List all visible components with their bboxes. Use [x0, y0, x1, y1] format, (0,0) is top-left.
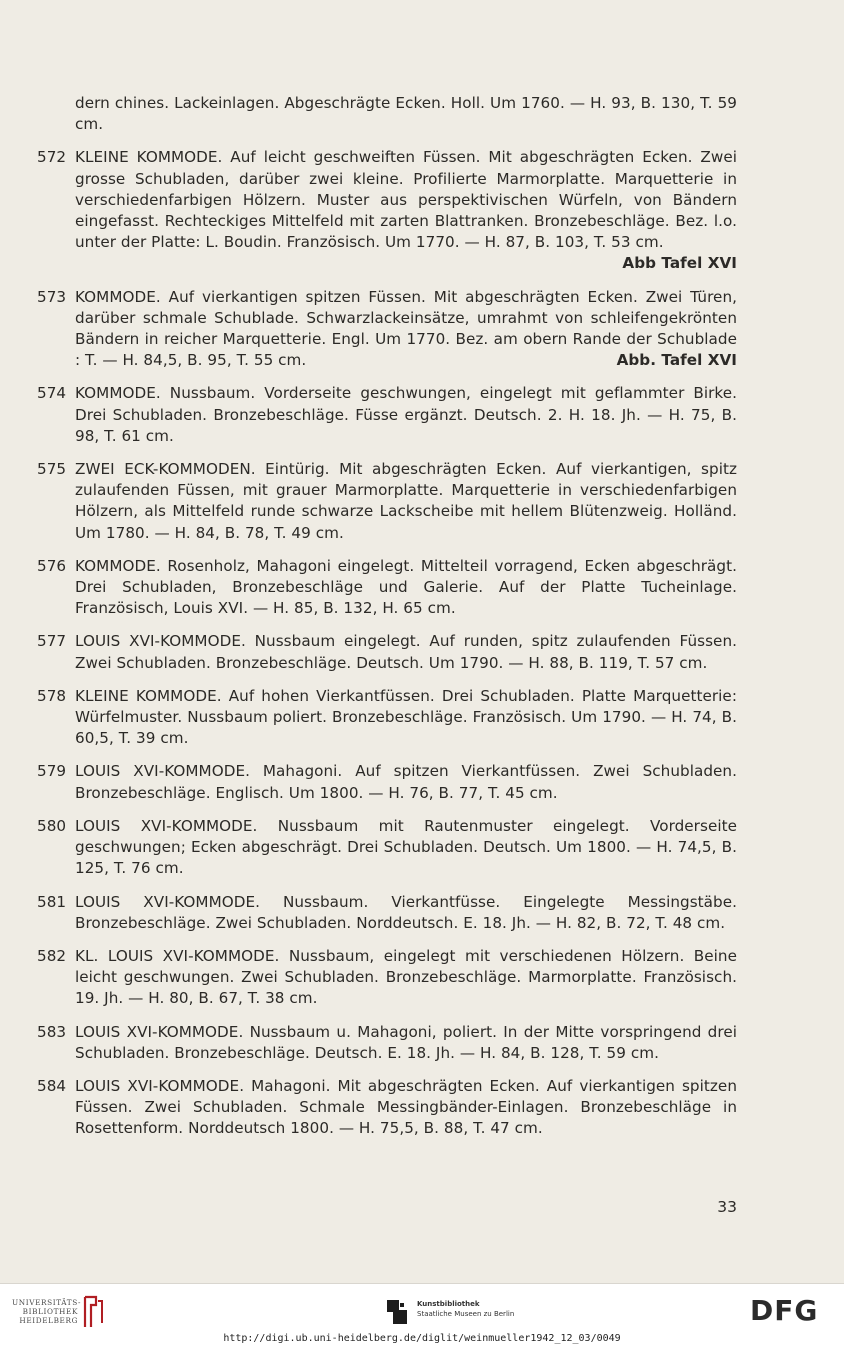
entry-number: 579 [37, 762, 67, 781]
university-library-logo[interactable] [12, 1295, 112, 1329]
catalog-entry-575 [37, 459, 737, 544]
entry-number: 572 [37, 148, 67, 167]
catalog-entry-583 [37, 1022, 737, 1064]
catalog-entry [37, 93, 737, 135]
entry-text: KOMMODE. Nussbaum. Vorderseite geschwungen, eingelegt mit geflammter Birke. Drei Schubladen. Bronzebeschläge. Füsse ergänzt. Deutsch. 2. H. 18. Jh. — H. 75, B. 98, T. 61 cm. [75, 384, 737, 445]
page-number: 33 [717, 1198, 737, 1216]
entry-text: KL. LOUIS XVI-KOMMODE. Nussbaum, eingelegt mit verschiedenen Hölzern. Beine leicht geschwungen. Zwei Schubladen. Bronzebeschläge. Marmorplatte. Französisch. 19. Jh. — H. 80, B. 67, T. 38 cm. [75, 946, 737, 1008]
catalog-entry-584 [37, 1076, 737, 1140]
entry-number: 575 [37, 460, 67, 479]
catalog-entry-578 [37, 686, 737, 750]
catalog-entry-574 [37, 383, 737, 447]
entry-text: dern chines. Lackeinlagen. Abgeschrägte Ecken. Holl. Um 1760. — H. 93, B. 130, T. 59 cm. [75, 94, 737, 134]
entry-text: KOMMODE. Rosenholz, Mahagoni eingelegt. Mittelteil vorragend, Ecken abgeschrägt. Drei Schubladen, Bronzebeschläge und Galerie. Auf der Platte Tucheinlage. Französisch, Louis XVI. — H. 85, B. 132, H. 65 cm. [75, 556, 737, 618]
catalog-entry-579 [37, 761, 737, 803]
entry-number: 574 [37, 384, 67, 403]
entry-text: LOUIS XVI-KOMMODE. Mahagoni. Auf spitzen Vierkantfüssen. Zwei Schubladen. Bronzebeschläge. Englisch. Um 1800. — H. 76, B. 77, T. 45 cm. [75, 762, 737, 802]
catalog-entry-573 [37, 287, 737, 372]
university-logo-text: UNIVERSITÄTS- BIBLIOTHEK HEIDELBERG [12, 1298, 82, 1325]
entry-text: LOUIS XVI-KOMMODE. Nussbaum. Vierkantfüsse. Eingelegte Messingstäbe. Bronzebeschläge. Zwei Schubladen. Norddeutsch. E. 18. Jh. — H. 82, B. 72, T. 48 cm. [75, 892, 737, 932]
entry-text: KLEINE KOMMODE. Auf leicht geschweiften Füssen. Mit abgeschrägten Ecken. Zwei grosse Schubladen, darüber zwei kleine. Profilierte Marmorplatte. Marquetterie in verschiedenfarbigen Hölzern. Muster aus perspektivischen Würfeln, von Bändern eingefasst. Rechteckiges Mittelfeld mit zarten Blattranken. Bronzebeschläge. Bez. l.o. unter der Platte: L. Boudin. Französisch. Um 1770. — H. 87, B. 103, T. 53 cm. Abb Tafel XVI [75, 147, 737, 274]
entry-text: ZWEI ECK-KOMMODEN. Eintürig. Mit abgeschrägten Ecken. Auf vierkantigen, spitz zulaufenden Füssen, mit grauer Marmorplatte. Marquetterie in verschiedenfarbigen Hölzern, als Mittelfeld runde schwarze Lackscheibe mit hellem Blütenzweig. Holländ. Um 1780. — H. 84, B. 78, T. 49 cm. [75, 460, 737, 542]
entry-text: KOMMODE. Auf vierkantigen spitzen Füssen. Mit abgeschrägten Ecken. Zwei Türen, darüber schmale Schublade. Schwarzlackeinsätze, umrahmt von schleifengekrönten Bändern in reicher Marquetterie. Engl. Um 1770. Bez. am obern Rande der Schublade : T. — H. 84,5, B. 95, T. 55 cm. Abb. Tafel XVI [75, 287, 737, 372]
entry-number: 583 [37, 1022, 67, 1041]
plate-reference: Abb Tafel XVI [622, 254, 737, 273]
entry-text: KLEINE KOMMODE. Auf hohen Vierkantfüssen. Drei Schubladen. Platte Marquetterie: Würfelmuster. Nussbaum poliert. Bronzebeschläge. Französisch. Um 1790. — H. 74, B. 60,5, T. 39 cm. [75, 686, 737, 748]
catalog-entry-581 [37, 892, 737, 934]
entry-text: LOUIS XVI-KOMMODE. Nussbaum mit Rautenmuster eingelegt. Vorderseite geschwungen; Ecken abgeschrägt. Drei Schubladen. Deutsch. Um 1800. — H. 74,5, B. 125, T. 76 cm. [75, 816, 737, 878]
entry-number: 577 [37, 632, 67, 651]
dfg-logo[interactable]: DFG [750, 1294, 819, 1327]
kunstbibliothek-emblem-icon [387, 1300, 411, 1324]
entry-text: LOUIS XVI-KOMMODE. Mahagoni. Mit abgeschrägten Ecken. Auf vierkantigen spitzen Füssen. Zwei Schubladen. Schmale Messingbänder-Einlagen. Bronzebeschläge in Rosettenform. Norddeutsch 1800. — H. 75,5, B. 88, T. 47 cm. [75, 1076, 737, 1138]
entry-number: 578 [37, 686, 67, 705]
plate-reference: Abb. Tafel XVI [616, 351, 737, 370]
kunstbibliothek-text: Kunstbibliothek Staatliche Museen zu Berlin [417, 1300, 515, 1318]
catalog-entry-576 [37, 556, 737, 620]
entry-number: 576 [37, 556, 67, 575]
permalink-url[interactable]: http://digi.ub.uni-heidelberg.de/diglit/weinmueller1942_12_03/0049 [223, 1333, 621, 1344]
entry-text: LOUIS XVI-KOMMODE. Nussbaum eingelegt. Auf runden, spitz zulaufenden Füssen. Zwei Schubladen. Bronzebeschläge. Deutsch. Um 1790. — H. 88, B. 119, T. 57 cm. [75, 632, 737, 672]
catalog-entries [37, 93, 737, 1152]
catalog-entry-577 [37, 631, 737, 673]
catalog-entry-572 [37, 147, 737, 274]
entry-number: 580 [37, 816, 67, 835]
entry-number: 584 [37, 1076, 67, 1095]
entry-text: LOUIS XVI-KOMMODE. Nussbaum u. Mahagoni, poliert. In der Mitte vorspringend drei Schubladen. Bronzebeschläge. Deutsch. E. 18. Jh. — H. 84, B. 128, T. 59 cm. [75, 1022, 737, 1062]
catalog-entry-580 [37, 816, 737, 880]
entry-number: 573 [37, 287, 67, 306]
entry-number: 581 [37, 892, 67, 911]
entry-number: 582 [37, 946, 67, 965]
university-emblem-icon [82, 1295, 104, 1329]
catalog-entry-582 [37, 946, 737, 1010]
